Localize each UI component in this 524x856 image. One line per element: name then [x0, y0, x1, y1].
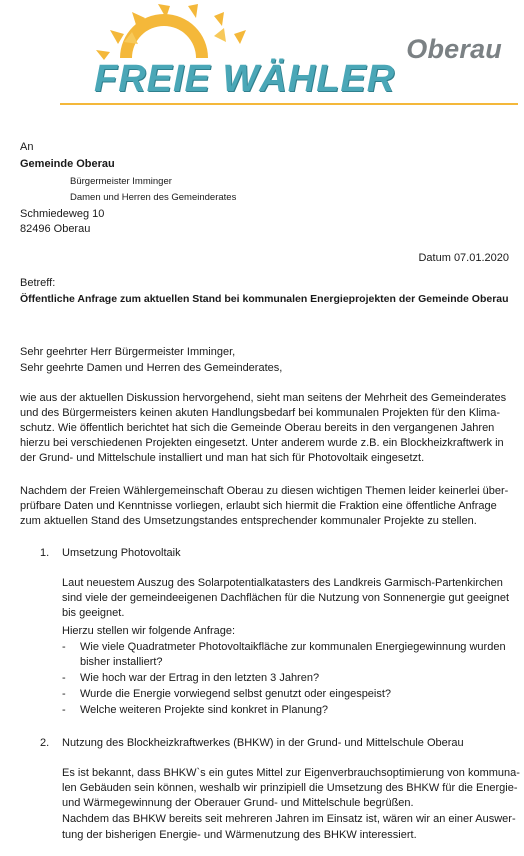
section-2-number: 2.	[40, 737, 50, 749]
section-1-body-line: bis geeignet.	[62, 607, 125, 619]
subject-label: Betreff:	[20, 277, 56, 289]
paragraph-1-line: schutz. Wie öffentlich berichtet hat sich die Gemeinde Oberau bereits in den vergangenen Jahren	[20, 422, 495, 434]
section-2-title: Nutzung des Blockheizkraftwerkes (BHKW) in der Grund- und Mittelschule Oberau	[62, 737, 464, 749]
section-2-body-line: Es ist bekannt, dass BHKW`s ein gutes Mittel zur Eigenverbrauchsoptimierung von kommuna-	[62, 767, 520, 779]
address-street: Schmiedeweg 10	[20, 208, 105, 220]
bullet-dash: -	[62, 688, 66, 700]
bullet-item-continuation: bisher installiert?	[80, 656, 163, 668]
section-1-number: 1.	[40, 547, 50, 559]
paragraph-1-line: wie aus der aktuellen Diskussion hervorgehend, sieht man seitens der Mehrheit des Gemeinderates	[20, 392, 507, 404]
paragraph-2-line: zum aktuellen Stand des Umsetzungstandes entsprechender kommunaler Projekte zu stellen.	[20, 515, 477, 527]
address-recipient: Gemeinde Oberau	[20, 158, 115, 170]
bullet-item: Welche weiteren Projekte sind konkret in Planung?	[80, 704, 329, 716]
freie-waehler-logo	[0, 0, 524, 112]
section-2-body-line: Nachdem das BHKW bereits seit mehreren Jahren im Einsatz ist, wären wir an einer Auswer-	[62, 813, 516, 825]
salutation-line-2: Sehr geehrte Damen und Herren des Gemeinderates,	[20, 362, 283, 374]
section-2-body-line: und Wärmegewinnung der Oberauer Grund- und Mittelschule begrüßen.	[62, 797, 414, 809]
bullet-item: Wie hoch war der Ertrag in den letzten 3 Jahren?	[80, 672, 320, 684]
paragraph-1-line: der Grund- und Mittelschule installiert und man hat sich für Photovoltaik eingesetzt.	[20, 452, 425, 464]
address-line-1: Bürgermeister Imminger	[70, 176, 172, 187]
section-1-body-line: sind viele der gemeindeeigenen Dachflächen für die Nutzung von Sonnenergie gut geeignet	[62, 592, 510, 604]
logo-title: FREIE WÄHLER	[94, 58, 396, 100]
address-to: An	[20, 141, 34, 153]
address-line-2: Damen und Herren des Gemeinderates	[70, 192, 237, 203]
logo-underline	[60, 103, 518, 105]
paragraph-1-line: und des Bürgermeisters keinen akuten Handlungsbedarf bei kommunalen Projekten für den Klima-	[20, 407, 500, 419]
salutation-line-1: Sehr geehrter Herr Bürgermeister Imminger,	[20, 346, 236, 358]
section-1-title: Umsetzung Photovoltaik	[62, 547, 181, 559]
bullet-dash: -	[62, 641, 66, 653]
section-2-body-line: len Gebäuden sein können, weshalb wir prinzipiell die Umsetzung des BHKW für die Energie-	[62, 782, 518, 794]
paragraph-1-line: hierzu bei verschiedenen Projekten eingesetzt. Unter anderem wurde z.B. ein Blockheizkraftwerk in	[20, 437, 504, 449]
bullet-item: Wurde die Energie vorwiegend selbst genutzt oder eingespeist?	[80, 688, 392, 700]
address-city: 82496 Oberau	[20, 223, 91, 235]
paragraph-2-line: Nachdem der Freien Wählergemeinschaft Oberau zu diesen wichtigen Themen leider keinerlei über-	[20, 485, 509, 497]
bullet-item: Wie viele Quadratmeter Photovoltaikfläche zur kommunalen Energiegewinnung wurden	[80, 641, 506, 653]
letter-date: Datum 07.01.2020	[418, 252, 509, 264]
section-1-body-line: Laut neuestem Auszug des Solarpotentialkatasters des Landkreis Garmisch-Partenkirchen	[62, 577, 503, 589]
bullet-dash: -	[62, 672, 66, 684]
section-1-body-line: Hierzu stellen wir folgende Anfrage:	[62, 625, 236, 637]
subject-text: Öffentliche Anfrage zum aktuellen Stand bei kommunalen Energieprojekten der Gemeinde Oberau	[20, 293, 509, 305]
paragraph-2-line: prüfbare Daten und Kenntnisse vorliegen, erlaubt sich hiermit die Fraktion eine öffentliche Anfrage	[20, 500, 497, 512]
section-2-body-line: tung der bisherigen Energie- und Wärmenutzung des BHKW interessiert.	[62, 829, 417, 841]
bullet-dash: -	[62, 704, 66, 716]
logo-subtitle: Oberau	[406, 34, 502, 64]
